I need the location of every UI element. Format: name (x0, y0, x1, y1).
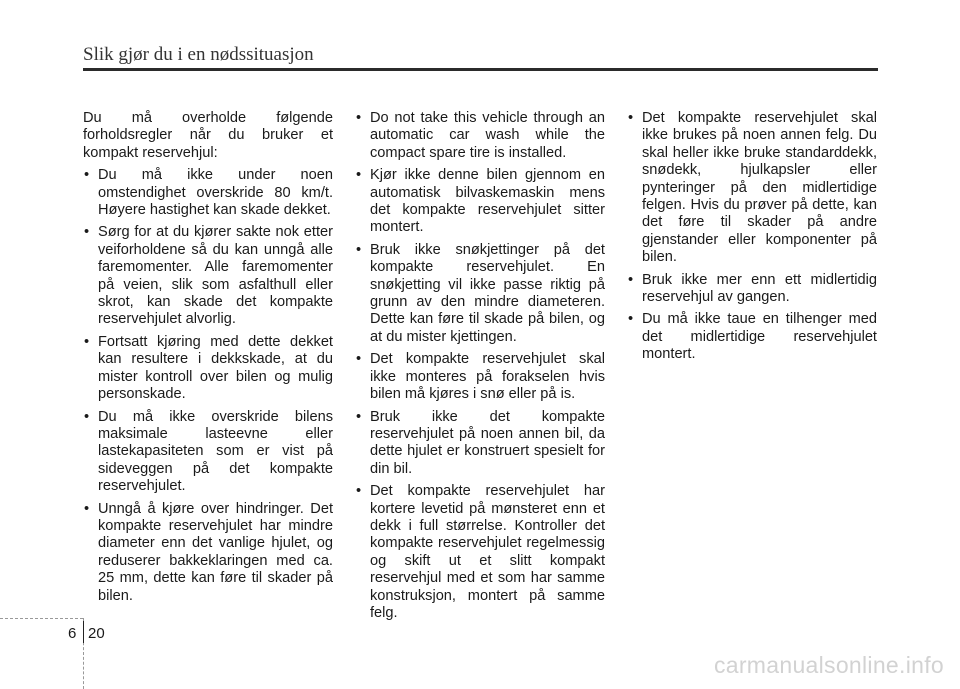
text-column-1 (83, 110, 333, 605)
precaution-list (627, 110, 877, 364)
page-number-separator (83, 621, 84, 643)
list-item: • Bruk ikke snøkjettinger på det kompakte reservehjulet. En snøkjetting vil ikke passe riktig på grunn av den mindre diameteren. Dette kan føre til skade på bilen, og at du mister kjettingen. (355, 242, 605, 346)
list-item: • Unngå å kjøre over hindringer. Det kompakte reservehjulet har mindre diameter enn det vanlige hjulet, og reduserer bakkeklaringen med ca. 25 mm, dette kan føre til skader på bilen. (83, 501, 333, 605)
list-item: • Du må ikke overskride bilens maksimale lasteevne eller lastekapasiteten som er vist på sideveggen på det kompakte reservehjulet. (83, 409, 333, 496)
text-column-3 (627, 110, 877, 364)
chapter-number: 6 (68, 625, 77, 642)
page-number: 20 (88, 625, 105, 642)
footer-crop-line-horizontal (0, 618, 83, 619)
precaution-list (83, 167, 333, 605)
list-item: • Sørg for at du kjører sakte nok etter veiforholdene så du kan unngå alle faremomenter. Alle faremomenter på veien, slik som asfalthull eller skrot, kan skade det kompakte reservehjulet alvorlig. (83, 224, 333, 328)
intro-paragraph: Du må overholde følgende forholdsregler når du bruker et kompakt reservehjul: (83, 110, 333, 161)
list-item: • Bruk ikke mer enn ett midlertidig reservehjul av gangen. (627, 272, 877, 307)
list-item: • Det kompakte reservehjulet skal ikke brukes på noen annen felg. Du skal heller ikke bruke standarddekk, snødekk, hjulkapsler eller pynteringer på den midlertidige felgen. Hvis du prøver på dette, kan det føre til skader på andre gjenstander eller komponenter på bilen. (627, 110, 877, 267)
text-column-2 (355, 110, 605, 622)
list-item: • Du må ikke under noen omstendighet overskride 80 km/t. Høyere hastighet kan skade dekket. (83, 167, 333, 219)
list-item: • Du må ikke taue en tilhenger med det midlertidige reservehjulet montert. (627, 311, 877, 363)
list-item: • Do not take this vehicle through an automatic car wash while the compact spare tire is installed. (355, 110, 605, 162)
list-item: • Fortsatt kjøring med dette dekket kan resultere i dekkskade, at du mister kontroll over bilen og mulig personskade. (83, 334, 333, 404)
header-rule (83, 68, 878, 71)
precaution-list (355, 110, 605, 622)
list-item: • Kjør ikke denne bilen gjennom en automatisk bilvaskemaskin mens det kompakte reservehjulet sitter montert. (355, 167, 605, 237)
list-item: • Det kompakte reservehjulet har kortere levetid på mønsteret enn et dekk i full størrelse. Kontroller det kompakte reservehjulet regelmessig og skift ut et slitt kompakt reservehjul med et som har samme konstruksjon, montert på samme felg. (355, 483, 605, 622)
watermark: carmanualsonline.info (713, 652, 944, 678)
list-item: • Det kompakte reservehjulet skal ikke monteres på forakselen hvis bilen må kjøres i snø eller på is. (355, 351, 605, 403)
page-header-title: Slik gjør du i en nødssituasjon (83, 44, 314, 65)
list-item: • Bruk ikke det kompakte reservehjulet på noen annen bil, da dette hjulet er konstruert spesielt for din bil. (355, 409, 605, 479)
